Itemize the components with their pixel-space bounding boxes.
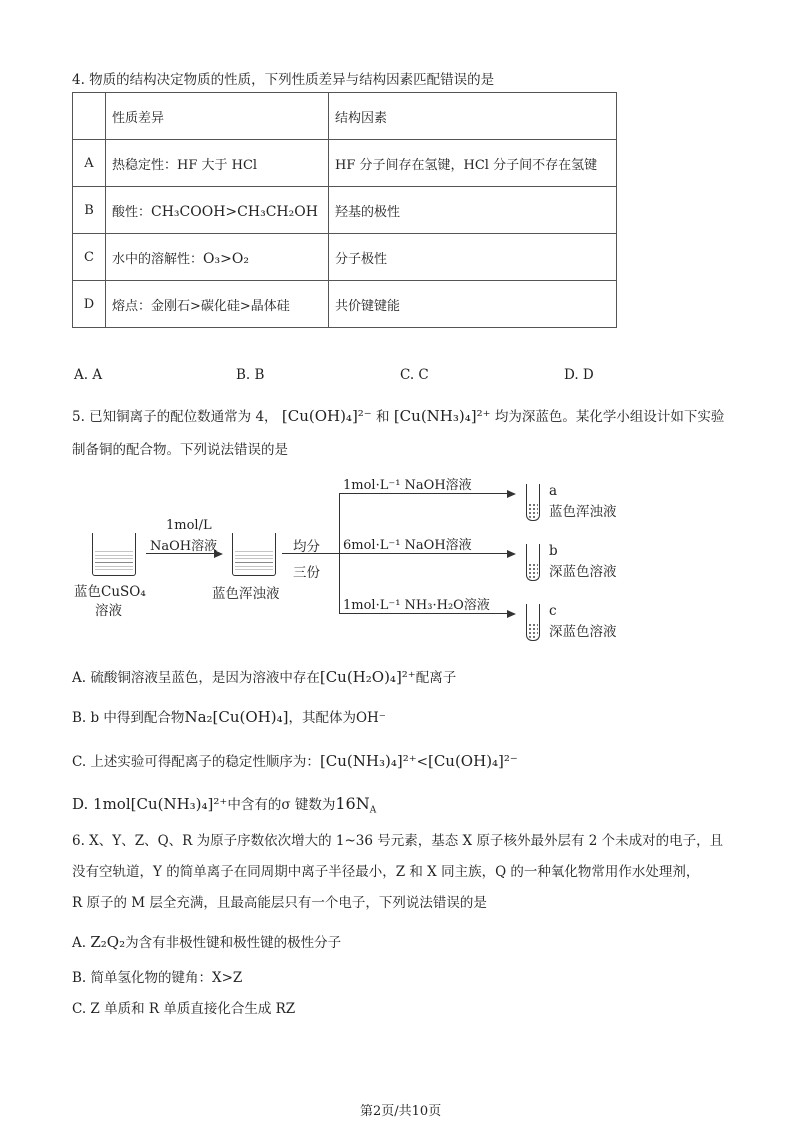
tube-a-result: 蓝色浑浊液	[549, 504, 617, 520]
q6-option-c: C. Z 单质和 R 单质直接化合生成 RZ	[72, 1001, 296, 1017]
q6-stem-line3: R 原子的 M 层全充满，且最高能层只有一个电子，下列说法错误的是	[72, 895, 487, 911]
option-a: A. A	[74, 367, 103, 383]
diff-prefix: 水中的溶解性：	[112, 251, 204, 267]
arrow-head-icon	[507, 490, 516, 498]
q5-stem-line2: 制备铜的配合物。下列说法错误的是	[72, 442, 288, 458]
beaker-1-label: 溶液	[95, 603, 122, 619]
diff-formula: O₃>O₂	[203, 250, 249, 267]
beaker-2	[232, 533, 276, 576]
complex-ion: [Cu(OH)₄]²⁻	[427, 752, 518, 770]
table-row	[73, 187, 617, 234]
beaker-2-label: 蓝色浑浊液	[212, 586, 280, 602]
option-text: B. b 中得到配合物	[72, 710, 185, 726]
split-label-top: 均分	[293, 539, 320, 555]
table-header-row	[73, 93, 617, 140]
arrow-head-icon	[507, 610, 516, 618]
option-b: B. B	[236, 367, 265, 383]
diff-formula: CH₃COOH>CH₃CH₂OH	[151, 203, 318, 220]
arrow-head-icon	[507, 550, 516, 558]
q5-stem-text: 和	[376, 409, 390, 425]
row-label: A	[73, 140, 106, 187]
property-difference: 热稳定性：HF 大于 HCl	[106, 140, 329, 187]
q4-stem: 4. 物质的结构决定物质的性质，下列性质差异与结构因素匹配错误的是	[72, 72, 495, 88]
formula: Z₂Q₂	[90, 933, 126, 951]
test-tube-b	[526, 544, 540, 581]
branch-b-arrow	[339, 553, 509, 554]
tube-b-letter: b	[549, 543, 558, 559]
page-number: 第2页/共10页	[360, 1104, 442, 1119]
option-text: A. 硫酸铜溶液呈蓝色，是因为溶液中存在	[72, 670, 320, 686]
beaker-1-label: 蓝色CuSO₄	[74, 584, 146, 600]
q5-option-a	[72, 666, 456, 686]
branch-a-arrow	[339, 493, 509, 494]
q6-option-b: B. 简单氢化物的键角：X>Z	[72, 970, 243, 986]
complex-ion: [Cu(NH₃)₄]²⁺	[130, 795, 228, 813]
property-difference	[106, 187, 329, 234]
q6-option-a	[72, 931, 341, 951]
branch-c-reagent: 1mol·L⁻¹ NH₃·H₂O溶液	[343, 598, 490, 613]
q5-stem-text: 5. 已知铜离子的配位数通常为 4，	[72, 409, 278, 425]
q5-stem-line1	[72, 405, 724, 425]
bond-count: 16N	[335, 794, 370, 813]
test-tube-a	[526, 484, 540, 521]
complex-ion: [Cu(OH)₄]²⁻	[281, 407, 372, 425]
property-difference: 熔点：金刚石>碳化硅>晶体硅	[106, 281, 329, 328]
tube-c-result: 深蓝色溶液	[549, 624, 617, 640]
option-text: D. 1mol	[72, 795, 131, 813]
option-d: D. D	[564, 367, 594, 383]
row-label: B	[73, 187, 106, 234]
complex-ion: [Cu(H₂O)₄]²⁺	[319, 668, 416, 686]
less-than: <	[416, 754, 428, 770]
option-text: C. 上述实验可得配离子的稳定性顺序为：	[72, 754, 320, 770]
complex-ion: [Cu(NH₃)₄]²⁺	[319, 752, 417, 770]
step1-reagent-conc: 1mol/L	[166, 518, 212, 533]
structure-factor: HF 分子间存在氢键，HCl 分子间不存在氢键	[329, 140, 617, 187]
table-header-cell	[73, 93, 106, 140]
beaker-1	[92, 533, 136, 576]
option-text: ，其配体为	[288, 710, 356, 726]
table-header-cell: 结构因素	[329, 93, 617, 140]
q5-option-d	[72, 793, 376, 816]
q5-option-c	[72, 750, 518, 770]
branch-a-reagent: 1mol·L⁻¹ NaOH溶液	[343, 478, 472, 493]
tube-b-result: 深蓝色溶液	[549, 564, 617, 580]
table-header-cell: 性质差异	[106, 93, 329, 140]
split-label-bottom: 三份	[293, 565, 320, 581]
row-label: D	[73, 281, 106, 328]
option-text: 配离子	[415, 670, 457, 686]
tube-a-letter: a	[549, 483, 558, 499]
q5-stem-text: 均为深蓝色。某化学小组设计如下实验	[494, 409, 725, 425]
option-text: A.	[72, 935, 87, 951]
step1-reagent: NaOH溶液	[150, 539, 218, 554]
property-difference	[106, 234, 329, 281]
complex-ion: [Cu(NH₃)₄]²⁺	[393, 407, 491, 425]
structure-factor: 分子极性	[329, 234, 617, 281]
table-row	[73, 234, 617, 281]
table-row	[73, 281, 617, 328]
diff-prefix: 酸性：	[112, 204, 152, 220]
test-tube-c	[526, 604, 540, 641]
tube-c-letter: c	[549, 603, 557, 619]
q5-option-b	[72, 706, 386, 726]
compound: Na₂[Cu(OH)₄]	[184, 708, 289, 726]
structure-factor: 共价键键能	[329, 281, 617, 328]
branch-c-arrow	[339, 613, 509, 614]
branch-b-reagent: 6mol·L⁻¹ NaOH溶液	[343, 538, 472, 553]
q6-stem-line2: 没有空轨道，Y 的简单离子在同周期中离子半径最小，Z 和 X 同主族，Q 的一种氧化物常用作水处理剂，	[72, 864, 700, 880]
avogadro-subscript: A	[369, 805, 377, 816]
option-text: 中含有的σ 键数为	[227, 797, 336, 813]
table-row	[73, 140, 617, 187]
row-label: C	[73, 234, 106, 281]
option-c: C. C	[400, 367, 429, 383]
ligand: OH⁻	[355, 710, 386, 726]
q6-stem-line1: 6. X、Y、Z、Q、R 为原子序数依次增大的 1~36 号元素，基态 X 原子核外最外层有 2 个未成对的电子，且	[72, 833, 724, 849]
option-text: 为含有非极性键和极性键的极性分子	[125, 935, 342, 951]
structure-factor: 羟基的极性	[329, 187, 617, 234]
q4-table	[72, 92, 617, 328]
